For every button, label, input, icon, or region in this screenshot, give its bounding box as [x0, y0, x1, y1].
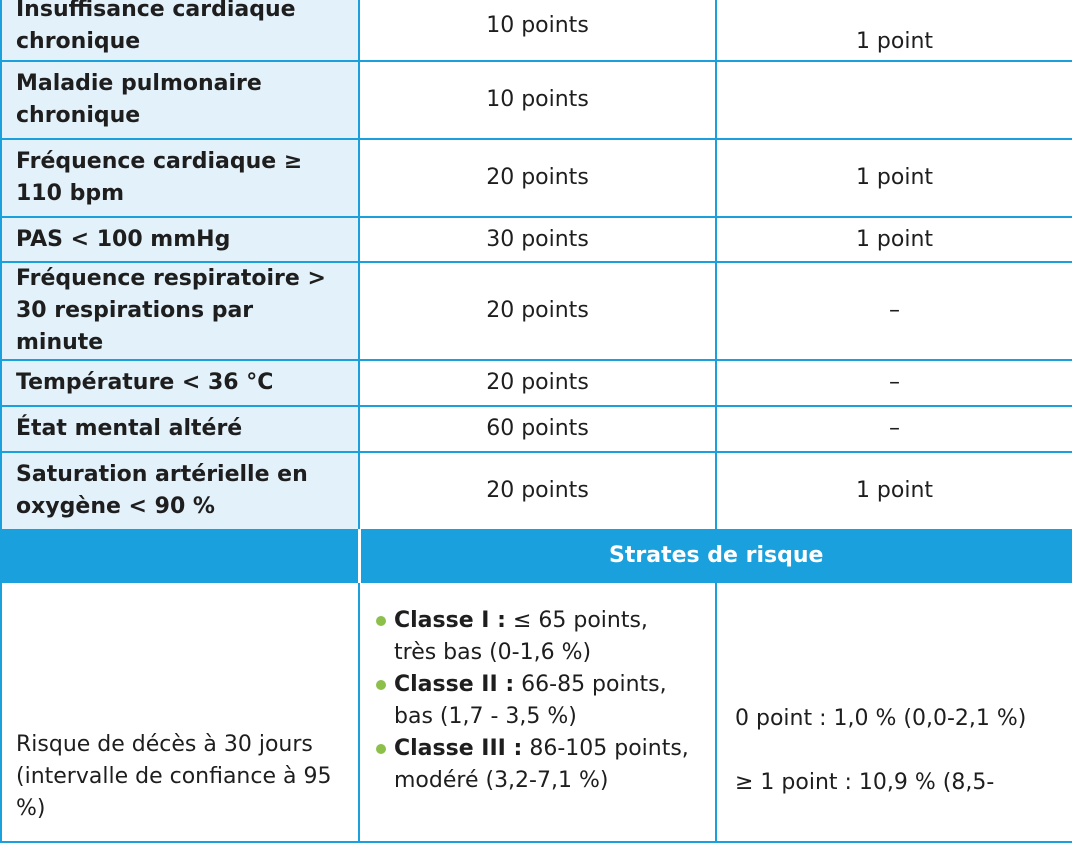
- list-item: Classe II : 66-85 points, bas (1,7 - 3,5 %): [374, 669, 701, 733]
- risk-row: [1, 582, 1072, 842]
- spesi-score: [716, 61, 1072, 139]
- spesi-score: [716, 0, 1072, 61]
- list-item: Classe I : ≤ 65 points, très bas (0-1,6 %): [374, 605, 701, 669]
- table-row: [1, 217, 1072, 262]
- psi-score-text: 20 points: [486, 478, 589, 503]
- psi-score-text: 10 points: [486, 13, 589, 38]
- psi-score: [359, 406, 716, 452]
- psi-score: [359, 360, 716, 406]
- risk-label-text: Risque de décès à 30 jours (intervalle de confiance à 95 %): [16, 732, 332, 821]
- spesi-score: [716, 139, 1072, 217]
- table-row: [1, 360, 1072, 406]
- spesi-score: [716, 262, 1072, 360]
- table-row: [1, 406, 1072, 452]
- table-row: [1, 262, 1072, 360]
- psi-score-text: 60 points: [486, 416, 589, 441]
- criterion-text: Fréquence respiratoire > 30 respirations par minute: [16, 266, 326, 355]
- spesi-score: [716, 217, 1072, 262]
- psi-score-text: 20 points: [486, 165, 589, 190]
- spesi-score-text: 1 point: [855, 29, 934, 54]
- risk-strata-header-row: [1, 530, 1072, 582]
- criterion-label: [1, 452, 359, 530]
- header-blank-cell: [1, 530, 359, 582]
- psi-score-text: 20 points: [486, 298, 589, 323]
- spesi-zero-risk: 0 point : 1,0 % (0,0-2,1 %): [735, 706, 1027, 731]
- psi-score: [359, 217, 716, 262]
- spesi-score-text: 1 point: [855, 165, 934, 190]
- psi-score: [359, 452, 716, 530]
- criterion-text: Insuffisance cardiaque chronique: [16, 0, 296, 54]
- risk-strata-title: Strates de risque: [609, 543, 824, 568]
- table-row: [1, 139, 1072, 217]
- criterion-text: État mental altéré: [16, 416, 243, 441]
- criterion-label: [1, 217, 359, 262]
- spesi-score-text: 1 point: [855, 226, 934, 252]
- list-item: Classe III : 86-105 points, modéré (3,2-7,1 %): [374, 733, 701, 797]
- spesi-one-risk: ≥ 1 point : 10,9 % (8,5-: [735, 770, 995, 795]
- spesi-score-text: –: [889, 416, 900, 441]
- criterion-text: Maladie pulmonaire chronique: [16, 71, 262, 128]
- criterion-text: Fréquence cardiaque ≥ 110 bpm: [16, 149, 303, 206]
- risk-strata-header: [359, 530, 1072, 582]
- spesi-score-text: –: [889, 298, 900, 323]
- spesi-score: [716, 360, 1072, 406]
- criterion-label: [1, 262, 359, 360]
- criterion-text: PAS < 100 mmHg: [16, 226, 231, 252]
- criterion-label: [1, 406, 359, 452]
- risk-label: [1, 582, 359, 842]
- criterion-label: [1, 0, 359, 61]
- psi-score-text: 10 points: [486, 87, 589, 112]
- psi-score-text: 20 points: [486, 370, 589, 395]
- criterion-text: Température < 36 °C: [16, 370, 274, 395]
- spesi-score-text: –: [889, 370, 900, 395]
- psi-score: [359, 139, 716, 217]
- psi-score: [359, 262, 716, 360]
- criterion-label: [1, 360, 359, 406]
- psi-classes-cell: [359, 582, 716, 842]
- spesi-risk-cell: [716, 582, 1072, 842]
- criterion-text: Saturation artérielle en oxygène < 90 %: [16, 462, 308, 519]
- table-row: [1, 61, 1072, 139]
- spesi-score-text: 1 point: [855, 478, 934, 503]
- psi-score: [359, 61, 716, 139]
- spesi-score: [716, 406, 1072, 452]
- criterion-label: [1, 61, 359, 139]
- class-list: [374, 605, 701, 797]
- spesi-score: [716, 452, 1072, 530]
- table-row: [1, 0, 1072, 61]
- criterion-label: [1, 139, 359, 217]
- table-row: [1, 452, 1072, 530]
- psi-score-text: 30 points: [486, 226, 589, 252]
- psi-score: [359, 0, 716, 61]
